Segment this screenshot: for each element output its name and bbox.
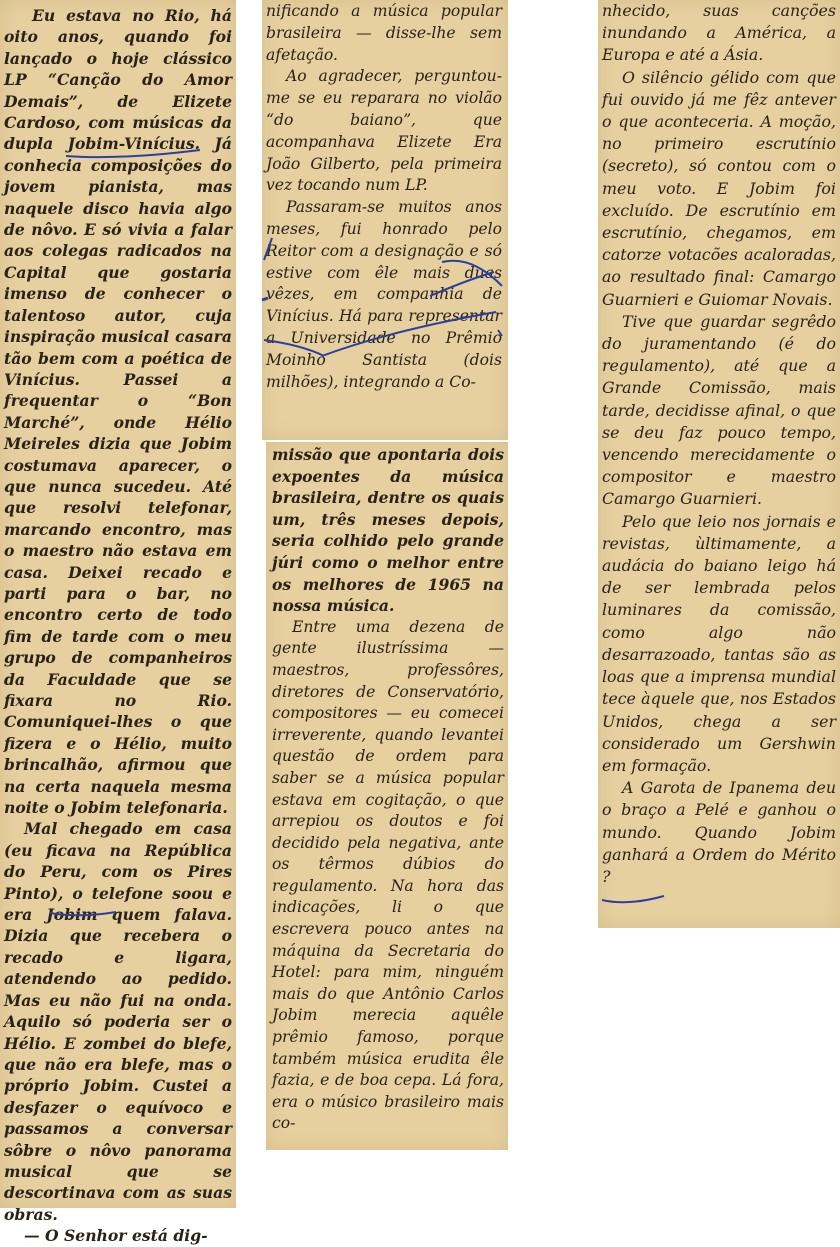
paragraph: Entre uma dezena de gente ilustríssima — maestros, professôres, diretores de Conservatório, compositores — eu comecei irreverente, quando levantei questão de ordem para saber se a música popular estava em cogitação, o que arrepiou os doutos e foi decidido pela negativa, ante os têrmos dúbios do regulamento. Na hora das indicações, li o que escrevera pouco antes na máquina da Secretaria do Hotel: para mim, ninguém mais do que Antônio Carlos Jobim merecia aquêle prêmio famoso, porque também música erudita êle fazia, e de boa cepa. Lá fora, era o músico brasileiro mais co- xyxy=(272,617,504,1133)
article-column-2-top xyxy=(262,0,508,440)
article-column-3 xyxy=(598,0,840,928)
paragraph: Passaram-se muitos anos meses, fui honrado pelo Reitor com a designação e só estive com êle mais duas vêzes, em companhia de Vinícius. Há para representar a Universidade no Prêmio Moinho Santista (dois milhões), integrando a Co- xyxy=(266,198,502,391)
paragraph: Pelo que leio nos jornais e revistas, ùltimamente, a audácia do baiano leigo há de ser lembrada pelos luminares da comissão, como algo não desarrazoado, tantas são as loas que a imprensa mundial tece àquele que, nos Estados Unidos, chega a ser considerado um Gershwin em formação. xyxy=(602,511,836,775)
paragraph: Mal chegado em casa (eu ficava na República do Peru, com os Pires Pinto), o telefone soou e era Jobim quem falava. Dizia que recebera o recado e ligara, atendendo ao pedido. Mas eu não fui na onda. Aquilo só poderia ser o Hélio. E zombei do blefe, que não era blefe, mas o próprio Jobim. Custei a desfazer o equívoco e passamos a conversar sôbre o nôvo panorama musical que se descortinava com as suas obras. xyxy=(4,819,232,1224)
article-column-2-bottom xyxy=(266,442,508,1150)
paragraph: Ao agradecer, perguntou-me se eu reparara no violão “do baiano”, que acompanhava Elizete Era João Gilberto, pela primeira vez tocando num LP. xyxy=(266,67,502,195)
paragraph: O silêncio gélido com que fui ouvido já me fêz antever o que aconteceria. A moção, no primeiro escrutínio (secreto), só contou com o meu voto. E Jobim foi excluído. De escrutínio em escrutínio, chegamos, em catorze votacões acaloradas, ao resultado final: Camargo Guarnieri e Guiomar Novais. xyxy=(602,67,836,309)
paragraph: A Garota de Ipanema deu o braço a Pelé e ganhou o mundo. Quando Jobim ganhará a Ordem do Mérito ? xyxy=(602,778,836,886)
article-column-1 xyxy=(0,0,236,1246)
paragraph: — O Senhor está dig- xyxy=(24,1226,208,1246)
paragraph: nificando a música popular brasileira — disse-lhe sem afetação. xyxy=(266,2,502,64)
paragraph: nhecido, suas canções inundando a América, a Europa e até a Ásia. xyxy=(602,1,836,65)
paragraph: Eu estava no Rio, há oito anos, quando foi lançado o hoje clássico LP “Canção do Amor Demais”, de Elizete Cardoso, com músicas da dupla Jobim-Vinícius. Já conhecia composições do jovem pianista, mas naquele disco havia algo de nôvo. E só vivia a falar aos colegas radicados na Capital que gostaria imenso de conhecer o talentoso autor, cuja inspiração musical casara tão bem com a poética de Vinícius. Passei a frequentar o “Bon Marché”, onde Hélio Meireles dizia que Jobim costumava aparecer, o que nunca sucedeu. Até que resolvi telefonar, marcando encontro, mas o maestro não estava em casa. Deixei recado e parti para o bar, no encontro certo de todo fim de tarde com o meu grupo de companheiros da Faculdade que se fixara no Rio. Comuniquei-lhes o que fizera e o Hélio, muito brincalhão, afirmou que na certa naquela mesma noite o Jobim telefonaria. xyxy=(4,6,232,818)
paragraph: Tive que guardar segrêdo do juramentando (é do regulamento), até que a Grande Comissão, mais tarde, decidisse afinal, o que se deu faz pouco tempo, vencendo merecidamente o compositor e maestro Camargo Guarnieri. xyxy=(602,311,836,509)
paragraph: missão que apontaria dois expoentes da música brasileira, dentre os quais um, três meses depois, seria colhido pelo grande júri como o melhor entre os melhores de 1965 na nossa música. xyxy=(272,445,504,616)
